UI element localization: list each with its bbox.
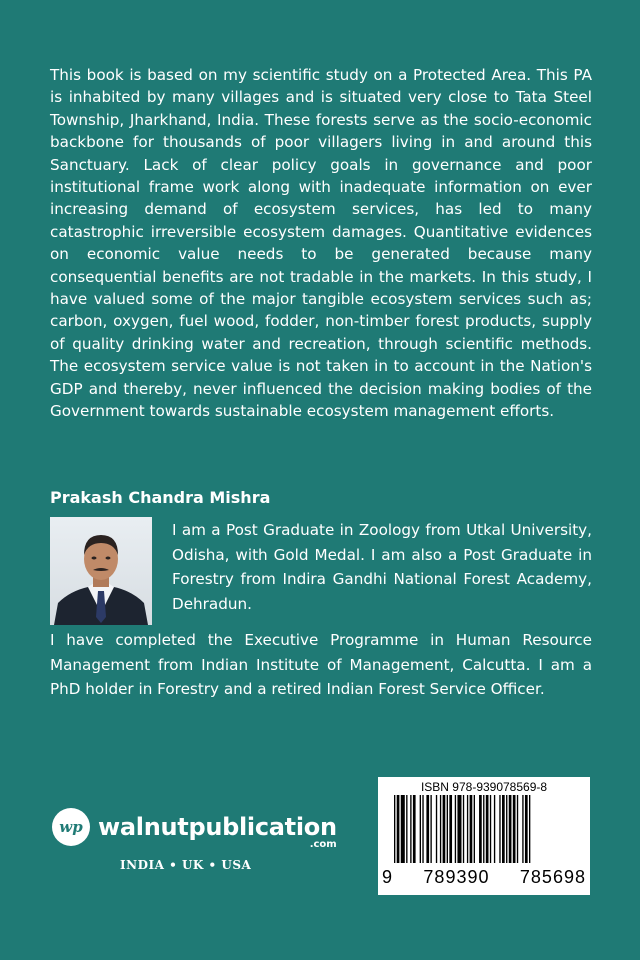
barcode-digits-right: 785698 (519, 867, 586, 887)
publisher-tld: .com (309, 839, 337, 850)
barcode-digits-left: 789390 (423, 867, 490, 887)
publisher-badge-icon: wp (52, 808, 90, 846)
publisher-name: walnutpublication (98, 813, 337, 841)
barcode-digit-lead: 9 (382, 867, 394, 887)
barcode-digits (378, 867, 590, 888)
isbn-barcode (378, 777, 590, 895)
isbn-label: ISBN 978-939078569-8 (420, 780, 548, 794)
publisher-logo (52, 808, 337, 850)
author-photo (50, 517, 152, 625)
author-name: Prakash Chandra Mishra (50, 488, 271, 507)
book-blurb: This book is based on my scientific study on a Protected Area. This PA is inhabited by many villages and is situated very close to Tata Steel Township, Jharkhand, India. These forests serve as the socio-economic backbone for thousands of poor villagers living in and around this Sanctuary. Lack of clear policy goals in governance and poor institutional frame work along with inadequate information on ever increasing demand of ecosystem services, has led to many catastrophic irreversible ecosystem damages. Quantitative evidences on economic value needs to be generated because many consequential benefits are not tradable in the markets. In this study, I have valued some of the major tangible ecosystem services such as; carbon, oxygen, fuel wood, fodder, non-timber forest products, supply of quality drinking water and recreation, through scientific methods. The ecosystem service value is not taken in to account in the Nation's GDP and thereby, never influenced the decision making bodies of the Government towards sustainable ecosystem management efforts. (50, 66, 592, 421)
barcode-bars (384, 795, 584, 869)
author-bio: I have completed the Executive Programme in Human Resource Management from Indian Institute of Management, Calcutta. I am a PhD holder in Forestry and a retired Indian Forest Service Officer. (50, 631, 592, 699)
author-bio-side: I am a Post Graduate in Zoology from Utkal University, Odisha, with Gold Medal. I am also a Post Graduate in Forestry from Indira Gandhi National Forest Academy, Dehradun. (172, 521, 592, 613)
publisher-regions: INDIA • UK • USA (120, 858, 252, 872)
